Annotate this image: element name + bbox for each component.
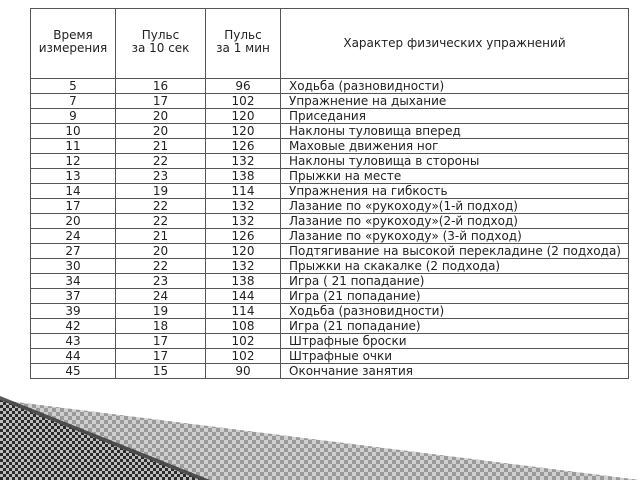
table-row [31, 319, 629, 334]
table-row [31, 184, 629, 199]
cell-pulse10: 20 [116, 244, 206, 259]
table-row [31, 199, 629, 214]
cell-pulse60: 138 [206, 169, 281, 184]
cell-pulse10: 18 [116, 319, 206, 334]
header-pulse60-line1: Пульс [224, 28, 262, 42]
cell-pulse60: 114 [206, 304, 281, 319]
cell-exercise: Наклоны туловища в стороны [281, 154, 629, 169]
cell-pulse10: 16 [116, 79, 206, 94]
cell-time: 17 [31, 199, 116, 214]
cell-pulse60: 102 [206, 334, 281, 349]
cell-exercise: Штрафные броски [281, 334, 629, 349]
cell-pulse60: 102 [206, 94, 281, 109]
cell-exercise: Лазание по «рукоходу»(2-й подход) [281, 214, 629, 229]
cell-time: 9 [31, 109, 116, 124]
header-pulse10 [116, 9, 206, 79]
cell-time: 24 [31, 229, 116, 244]
cell-pulse10: 17 [116, 94, 206, 109]
cell-time: 27 [31, 244, 116, 259]
cell-pulse60: 108 [206, 319, 281, 334]
cell-pulse10: 15 [116, 364, 206, 379]
cell-time: 20 [31, 214, 116, 229]
cell-time: 10 [31, 124, 116, 139]
cell-time: 34 [31, 274, 116, 289]
table-row [31, 304, 629, 319]
cell-pulse10: 19 [116, 304, 206, 319]
cell-exercise: Лазание по «рукоходу»(1-й подход) [281, 199, 629, 214]
cell-pulse10: 19 [116, 184, 206, 199]
header-row [31, 9, 629, 79]
cell-pulse60: 132 [206, 259, 281, 274]
cell-exercise: Прыжки на скакалке (2 подхода) [281, 259, 629, 274]
cell-pulse60: 120 [206, 244, 281, 259]
header-pulse10-line2: за 10 сек [131, 41, 190, 55]
cell-pulse60: 96 [206, 79, 281, 94]
cell-pulse10: 21 [116, 229, 206, 244]
cell-exercise: Прыжки на месте [281, 169, 629, 184]
header-time-line1: Время [53, 28, 93, 42]
cell-time: 30 [31, 259, 116, 274]
header-time-line2: измерения [38, 41, 108, 55]
cell-exercise: Приседания [281, 109, 629, 124]
cell-exercise: Маховые движения ног [281, 139, 629, 154]
header-pulse10-line1: Пульс [141, 28, 180, 42]
cell-time: 7 [31, 94, 116, 109]
cell-pulse60: 132 [206, 199, 281, 214]
table-row [31, 364, 629, 379]
cell-pulse10: 17 [116, 349, 206, 364]
header-pulse60-line2: за 1 мин [216, 41, 270, 55]
cell-pulse60: 144 [206, 289, 281, 304]
cell-exercise: Игра (21 попадание) [281, 289, 629, 304]
cell-exercise: Упражнение на дыхание [281, 94, 629, 109]
table-row [31, 244, 629, 259]
cell-time: 45 [31, 364, 116, 379]
table-row [31, 229, 629, 244]
table-body [31, 79, 629, 379]
cell-time: 42 [31, 319, 116, 334]
cell-pulse10: 22 [116, 214, 206, 229]
cell-pulse60: 132 [206, 214, 281, 229]
cell-time: 43 [31, 334, 116, 349]
header-pulse60 [206, 9, 281, 79]
cell-pulse10: 23 [116, 274, 206, 289]
table-row [31, 154, 629, 169]
cell-pulse60: 114 [206, 184, 281, 199]
cell-exercise: Игра ( 21 попадание) [281, 274, 629, 289]
cell-pulse60: 102 [206, 349, 281, 364]
cell-time: 37 [31, 289, 116, 304]
table-row [31, 124, 629, 139]
table-row [31, 274, 629, 289]
cell-time: 5 [31, 79, 116, 94]
pulse-table [30, 8, 629, 379]
cell-pulse10: 22 [116, 154, 206, 169]
cell-time: 44 [31, 349, 116, 364]
cell-pulse60: 132 [206, 154, 281, 169]
cell-pulse10: 17 [116, 334, 206, 349]
background-surface [0, 400, 640, 480]
table-row [31, 79, 629, 94]
cell-pulse10: 22 [116, 199, 206, 214]
cell-exercise: Ходьба (разновидности) [281, 79, 629, 94]
header-exercise: Характер физических упражнений [281, 9, 629, 79]
cell-exercise: Наклоны туловища вперед [281, 124, 629, 139]
table-row [31, 139, 629, 154]
cell-pulse60: 90 [206, 364, 281, 379]
cell-pulse60: 138 [206, 274, 281, 289]
cell-exercise: Подтягивание на высокой перекладине (2 подхода) [281, 244, 629, 259]
cell-time: 11 [31, 139, 116, 154]
cell-pulse10: 22 [116, 259, 206, 274]
cell-pulse10: 20 [116, 109, 206, 124]
table-row [31, 289, 629, 304]
cell-time: 12 [31, 154, 116, 169]
table-row [31, 334, 629, 349]
table-row [31, 94, 629, 109]
cell-exercise: Ходьба (разновидности) [281, 304, 629, 319]
table-row [31, 109, 629, 124]
cell-time: 39 [31, 304, 116, 319]
table-row [31, 214, 629, 229]
cell-exercise: Игра (21 попадание) [281, 319, 629, 334]
cell-pulse10: 23 [116, 169, 206, 184]
cell-pulse60: 120 [206, 124, 281, 139]
cell-exercise: Лазание по «рукоходу» (3-й подход) [281, 229, 629, 244]
cell-pulse10: 21 [116, 139, 206, 154]
cell-exercise: Упражнения на гибкость [281, 184, 629, 199]
cell-exercise: Окончание занятия [281, 364, 629, 379]
cell-pulse60: 120 [206, 109, 281, 124]
header-time [31, 9, 116, 79]
cell-pulse10: 20 [116, 124, 206, 139]
table-row [31, 169, 629, 184]
cell-pulse10: 24 [116, 289, 206, 304]
cell-pulse60: 126 [206, 229, 281, 244]
cell-time: 14 [31, 184, 116, 199]
cell-exercise: Штрафные очки [281, 349, 629, 364]
cell-time: 13 [31, 169, 116, 184]
table-row [31, 349, 629, 364]
table-row [31, 259, 629, 274]
cell-pulse60: 126 [206, 139, 281, 154]
